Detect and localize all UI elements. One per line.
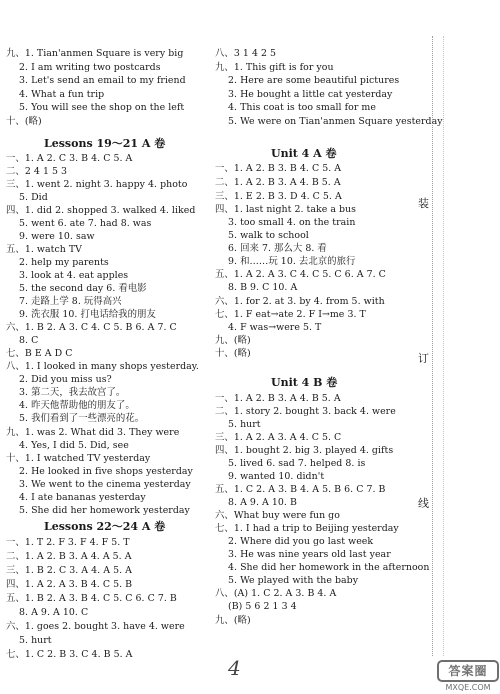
answer-line: 6. 回来 7. 那么大 8. 看 — [228, 243, 327, 254]
answer-line: 三、1. went 2. night 3. happy 4. photo — [6, 179, 188, 190]
answer-line: 六、1. goes 2. bought 3. have 4. were — [6, 621, 185, 632]
answer-line: 5. 我们看到了一些漂亮的花。 — [19, 413, 145, 424]
answer-line: 7. 走路上学 8. 玩得高兴 — [19, 296, 122, 307]
binding-line — [432, 36, 433, 656]
answer-line: 五、1. watch TV — [6, 244, 82, 255]
answer-line: 4. I ate bananas yesterday — [19, 492, 146, 503]
answer-line: 五、1. A 2. A 3. C 4. C 5. C 6. A 7. C — [215, 269, 386, 280]
answer-line: 二、1. A 2. B 3. A 4. A 5. A — [6, 551, 132, 562]
watermark-logo — [437, 660, 499, 694]
answer-line: 八、3 1 4 2 5 — [215, 48, 277, 59]
answer-line: 5. went 6. ate 7. had 8. was — [19, 218, 152, 229]
answer-line: 四、1. A 2. A 3. B 4. C 5. B — [6, 579, 133, 590]
answer-line: 2. help my parents — [19, 257, 109, 268]
answer-line: 3. too small 4. on the train — [228, 217, 356, 228]
answer-line: 4. 昨天他帮助他的朋友了。 — [19, 400, 135, 411]
answer-line: 3. We went to the cinema yesterday — [19, 479, 191, 490]
answer-line: 九、1. was 2. What did 3. They were — [6, 427, 180, 438]
answer-line: 5. hurt — [228, 419, 261, 430]
answer-line: 4. Yes, I did 5. Did, see — [19, 440, 129, 451]
answer-line: 3. 第二天，我去故宫了。 — [19, 387, 126, 398]
answer-line: 9. 和……玩 10. 去北京的旅行 — [228, 256, 356, 267]
answer-line: 三、1. E 2. B 3. D 4. C 5. A — [215, 191, 342, 202]
answer-line: 一、1. A 2. C 3. B 4. C 5. A — [6, 153, 133, 164]
answer-line: 9. 洗衣服 10. 打电话给我的朋友 — [19, 309, 156, 320]
answer-line: 九、(略) — [215, 335, 251, 346]
answer-line: 2. Did you miss us? — [19, 374, 112, 385]
answer-line: 3. He bought a little cat yesterday — [228, 89, 393, 100]
answer-line: 九、(略) — [215, 615, 251, 626]
answer-line: 5. We played with the baby — [228, 575, 359, 586]
answer-line: 七、1. F eat→ate 2. F I→me 3. T — [215, 309, 366, 320]
binding-label-zhuang: 装 — [418, 193, 429, 213]
answer-line: 3. look at 4. eat apples — [19, 270, 129, 281]
answer-line: 4. This coat is too small for me — [228, 102, 376, 113]
answer-line: 4. She did her homework in the afternoon — [228, 562, 430, 573]
answer-line: 5. You will see the shop on the left — [19, 102, 185, 113]
binding-line-secondary — [443, 36, 444, 656]
page-number: 4 — [228, 656, 241, 680]
answer-line: 8. B 9. C 10. A — [228, 282, 298, 293]
answer-line: 七、1. I had a trip to Beijing yesterday — [215, 523, 399, 534]
answer-line: 七、1. C 2. B 3. C 4. B 5. A — [6, 649, 133, 660]
binding-label-ding: 订 — [418, 348, 429, 368]
section-heading: Unit 4 A 卷 — [271, 147, 337, 160]
answer-line: 八、1. I looked in many shops yesterday. — [6, 361, 199, 372]
answer-line: 六、What buy were fun go — [215, 510, 340, 521]
answer-line: 三、1. B 2. C 3. A 4. A 5. A — [6, 565, 132, 576]
answer-line: 2. Here are some beautiful pictures — [228, 75, 400, 86]
answer-line: 七、B E A D C — [6, 348, 73, 359]
answer-line: 四、1. last night 2. take a bus — [215, 204, 357, 215]
answer-line: 八、(A) 1. C 2. A 3. B 4. A — [215, 588, 337, 599]
answer-line: 8. A 9. A 10. B — [228, 497, 297, 508]
answer-line: 5. hurt — [19, 635, 52, 646]
section-heading: Unit 4 B 卷 — [271, 376, 338, 389]
answer-line: 十、1. I watched TV yesterday — [6, 453, 151, 464]
answer-line: 九、1. This gift is for you — [215, 62, 334, 73]
answer-line: 五、1. B 2. A 3. B 4. C 5. C 6. C 7. B — [6, 593, 177, 604]
answer-line: 4. What a fun trip — [19, 89, 105, 100]
answer-line: 2. Where did you go last week — [228, 536, 374, 547]
answer-line: 二、1. story 2. bought 3. back 4. were — [215, 406, 396, 417]
answer-line: 5. She did her homework yesterday — [19, 505, 190, 516]
answer-line: 5. walk to school — [228, 230, 309, 241]
answer-line: 十、(略) — [6, 116, 42, 127]
answer-line: (B) 5 6 2 1 3 4 — [228, 601, 297, 612]
answer-line: 六、1. for 2. at 3. by 4. from 5. with — [215, 296, 385, 307]
answer-line: 2. I am writing two postcards — [19, 62, 161, 73]
answer-line: 9. were 10. saw — [19, 231, 95, 242]
answer-line: 5. We were on Tian'anmen Square yesterday — [228, 116, 443, 127]
answer-line: 二、2 4 1 5 3 — [6, 166, 68, 177]
answer-line: 5. the second day 6. 看电影 — [19, 283, 147, 294]
answer-line: 4. F was→were 5. T — [228, 322, 322, 333]
binding-label-xian: 线 — [418, 493, 429, 513]
answer-line: 8. A 9. A 10. C — [19, 607, 89, 618]
answer-line: 一、1. A 2. B 3. A 4. B 5. A — [215, 393, 341, 404]
answer-line: 9. wanted 10. didn't — [228, 471, 325, 482]
answer-line: 一、1. T 2. F 3. F 4. F 5. T — [6, 537, 130, 548]
answer-line: 8. C — [19, 335, 39, 346]
answer-line: 五、1. C 2. A 3. B 4. A 5. B 6. C 7. B — [215, 484, 386, 495]
answer-line: 一、1. A 2. B 3. B 4. C 5. A — [215, 163, 342, 174]
answer-line: 四、1. bought 2. big 3. played 4. gifts — [215, 445, 394, 456]
answer-line: 5. Did — [19, 192, 48, 203]
answer-line: 十、(略) — [215, 348, 251, 359]
answer-line: 3. Let's send an email to my friend — [19, 75, 186, 86]
answer-line: 5. lived 6. sad 7. helped 8. is — [228, 458, 366, 469]
answer-line: 六、1. B 2. A 3. C 4. C 5. B 6. A 7. C — [6, 322, 177, 333]
watermark-url: MXQE.COM — [445, 683, 491, 692]
answer-line: 四、1. did 2. shopped 3. walked 4. liked — [6, 205, 196, 216]
answer-line: 二、1. A 2. B 3. A 4. B 5. A — [215, 177, 341, 188]
answer-line: 2. He looked in five shops yesterday — [19, 466, 193, 477]
answer-line: 三、1. A 2. A 3. A 4. C 5. C — [215, 432, 342, 443]
section-heading: Lessons 19～21 A 卷 — [44, 137, 166, 150]
watermark-title: 答案圈 — [437, 660, 499, 682]
section-heading: Lessons 22～24 A 卷 — [44, 520, 166, 533]
answer-line: 九、1. Tian'anmen Square is very big — [6, 48, 184, 59]
answer-line: 3. He was nine years old last year — [228, 549, 391, 560]
